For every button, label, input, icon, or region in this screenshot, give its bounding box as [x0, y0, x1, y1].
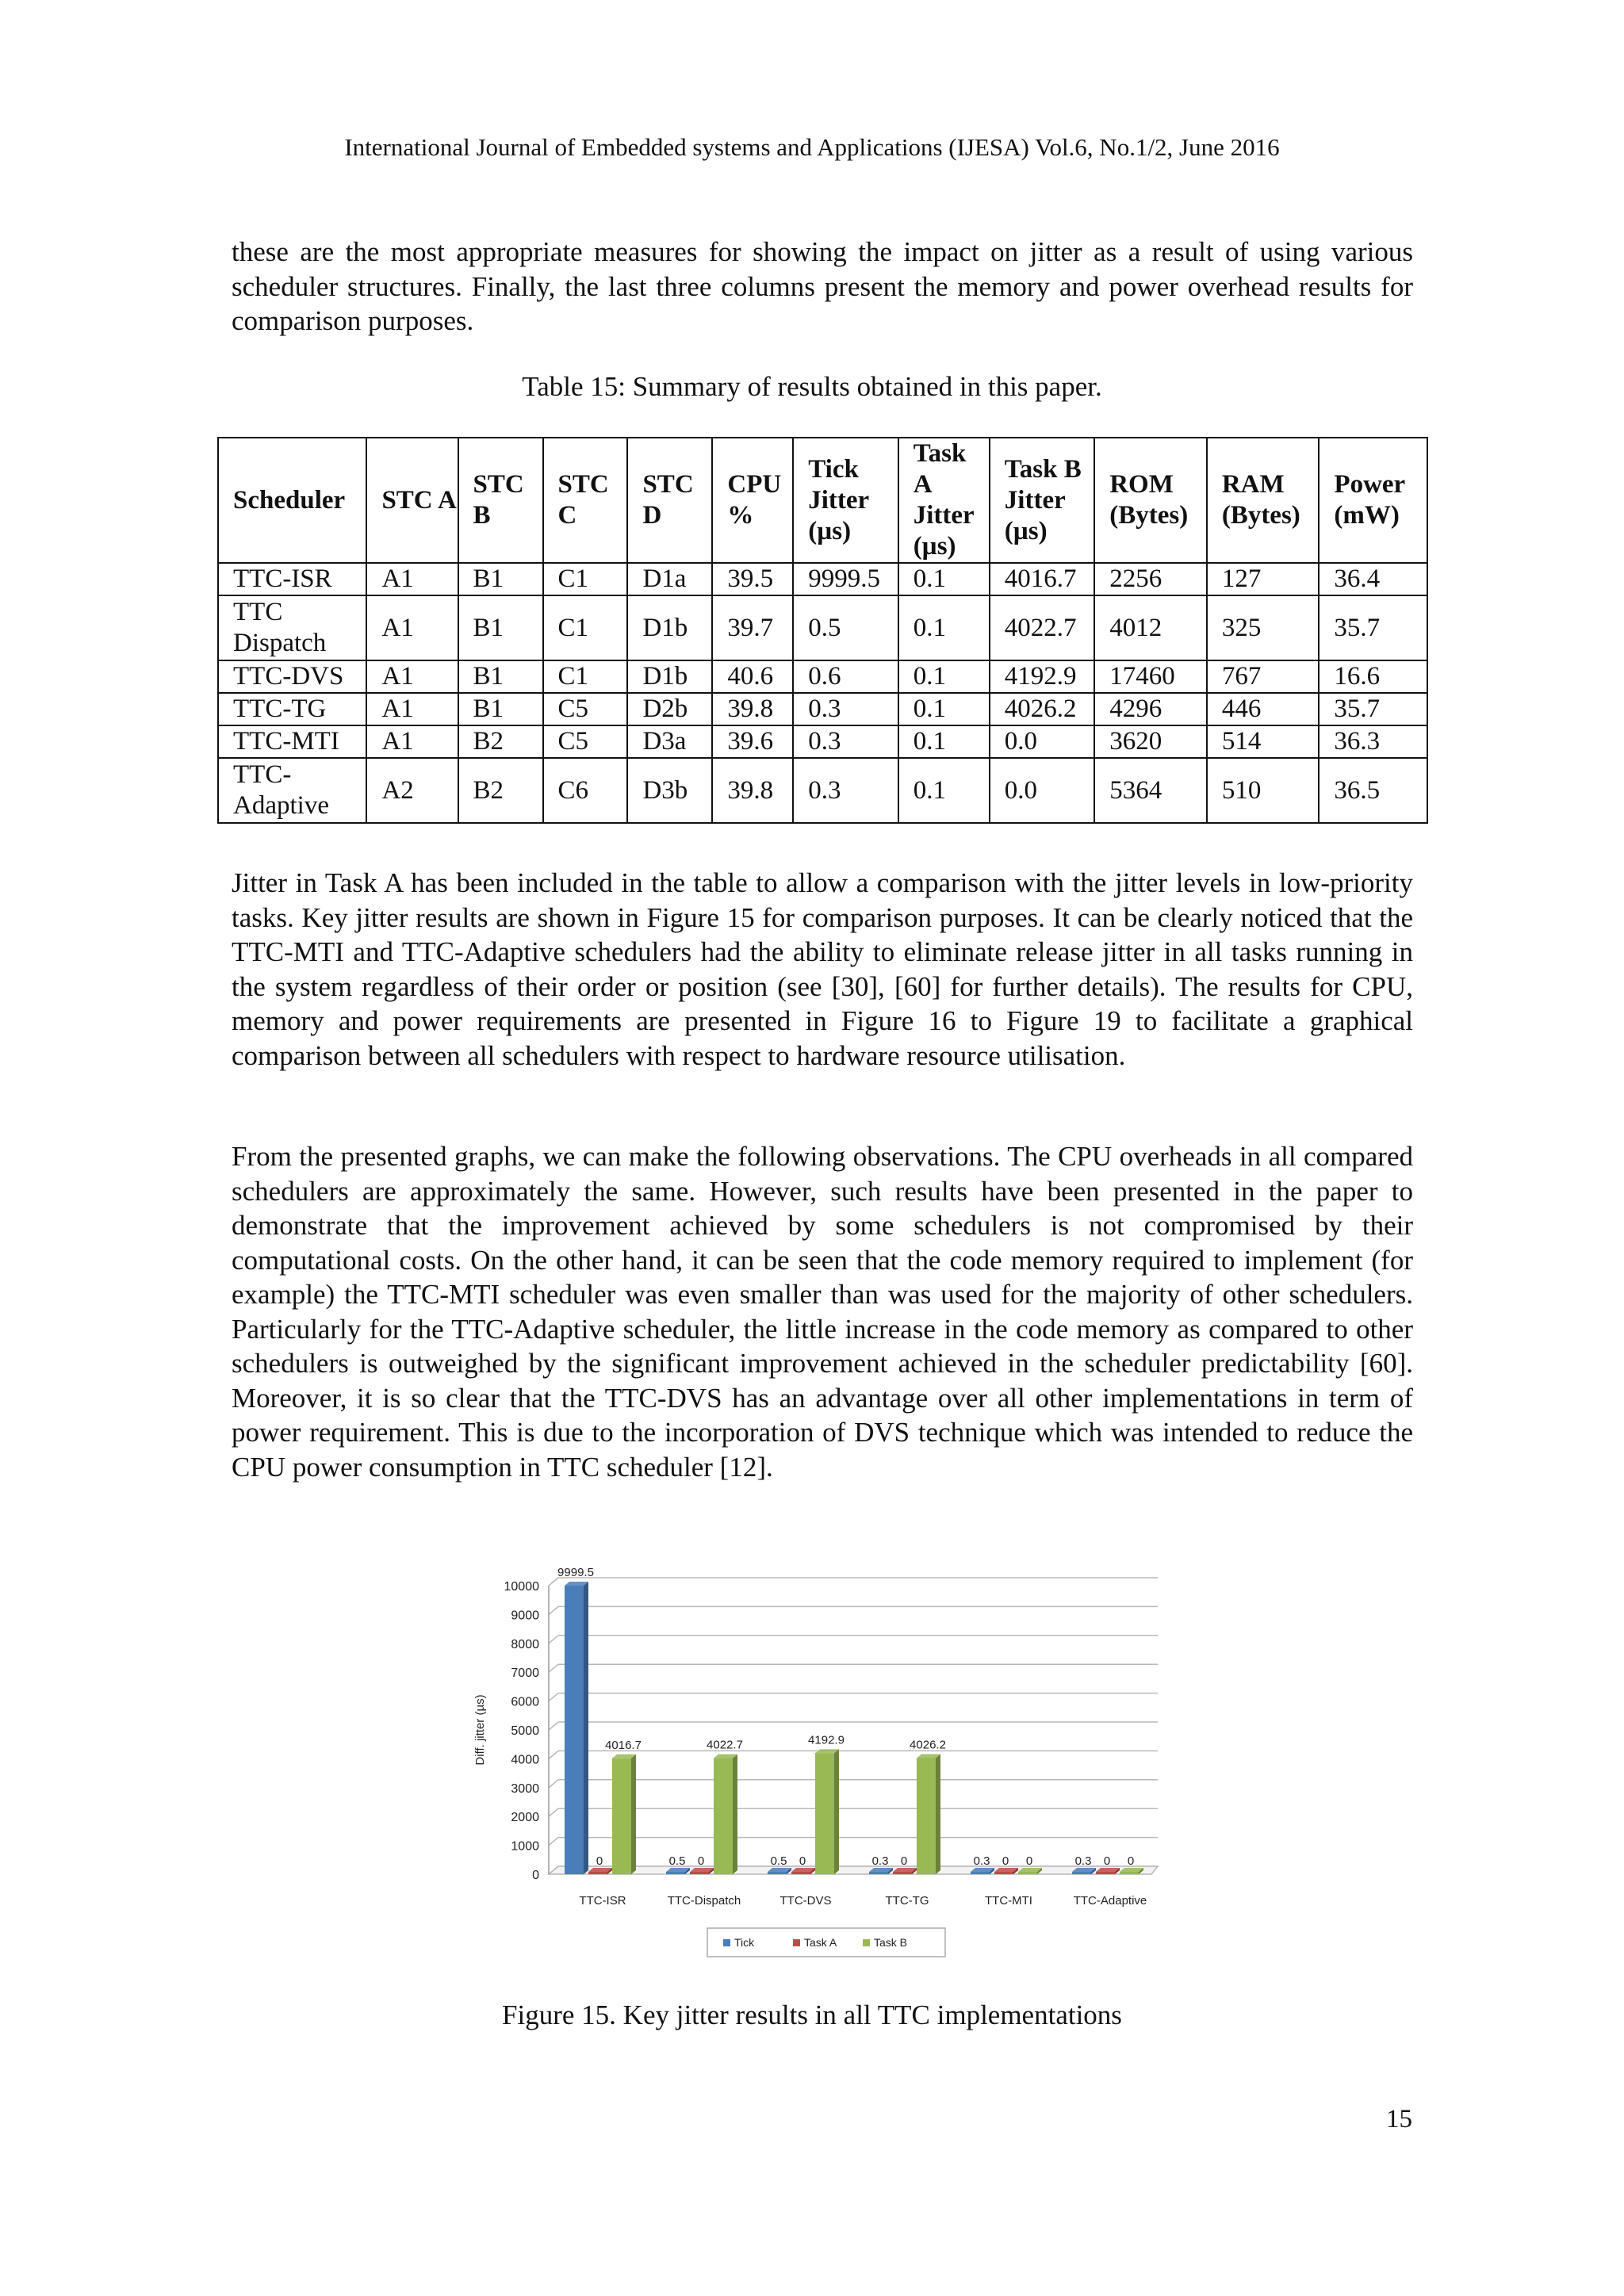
- header-cell: STC C: [543, 438, 628, 563]
- table-row: [218, 563, 1427, 595]
- header-cell: ROM (Bytes): [1094, 438, 1207, 563]
- legend-label: Tick: [734, 1936, 755, 1949]
- header-cell: Task A Jitter (µs): [898, 438, 990, 563]
- data-label: 0.3: [871, 1854, 889, 1868]
- data-label: 0: [1127, 1854, 1135, 1868]
- legend-swatch: [723, 1939, 730, 1946]
- x-tick-label: TTC-DVS: [779, 1894, 832, 1908]
- paragraph-observations: From the presented graphs, we can make the following observations. The CPU overheads in all compared schedulers are approximately the same. However, such results have been presented in the paper to demonstrate that the improvement achieved by some schedulers is not compromised by their computational costs. On the other hand, it can be seen that the code memory required to implement (for example) the TTC-MTI scheduler was even smaller than was used for the majority of other schedulers. Particularly for the TTC-Adaptive scheduler, the little increase in the code memory as compared to other schedulers is outweighed by the significant improvement achieved in the scheduler predictability [60]. Moreover, it is so clear that the TTC-DVS has an advantage over all other implementations in term of power requirement. This is due to the incorporation of DVS technique which was intended to reduce the CPU power consumption in TTC scheduler [12].: [232, 1141, 1413, 1483]
- table-cell: 0.0: [990, 725, 1094, 758]
- table-row: [218, 725, 1427, 758]
- y-tick-label: 7000: [511, 1667, 539, 1681]
- table-cell: 35.7: [1319, 595, 1427, 660]
- table-cell: 5364: [1094, 758, 1207, 823]
- y-tick-label: 0: [532, 1869, 539, 1882]
- table-cell: TTC-MTI: [218, 725, 366, 758]
- table-cell: A2: [366, 758, 458, 823]
- bar: [768, 1872, 787, 1874]
- bar: [612, 1758, 631, 1874]
- header-cell: Power (mW): [1319, 438, 1427, 563]
- running-head: International Journal of Embedded systems and Applications (IJESA) Vol.6, No.1/2, June 2016: [344, 133, 1280, 161]
- table-cell: 4192.9: [990, 660, 1094, 693]
- table-cell: TTC Dispatch: [218, 595, 366, 660]
- table-cell: 0.1: [898, 693, 990, 725]
- legend-swatch: [793, 1939, 800, 1946]
- table-cell: 0.3: [793, 693, 898, 725]
- table-cell: C1: [543, 595, 628, 660]
- gridline-depth: [549, 1751, 558, 1758]
- data-label: 0.5: [770, 1854, 787, 1868]
- paragraph-jitter: Jitter in Task A has been included in the table to allow a comparison with the jitter levels in low-priority tasks. Key jitter results are shown in Figure 15 for comparison purposes. It can be clearly noticed that the TTC-MTI and TTC-Adaptive schedulers had the ability to eliminate release jitter in all tasks running in the system regardless of their order or position (see [30], [60] for further details). The results for CPU, memory and power requirements are presented in Figure 16 to Figure 19 to facilitate a graphical comparison between all schedulers with respect to hardware resource utilisation.: [232, 867, 1413, 1071]
- gridline-depth: [549, 1838, 558, 1846]
- table-cell: B1: [458, 693, 543, 725]
- data-label: 0: [697, 1854, 705, 1868]
- y-tick-label: 8000: [511, 1637, 539, 1651]
- y-tick-label: 10000: [504, 1580, 539, 1594]
- header-cell: STC D: [627, 438, 712, 563]
- legend-label: Task A: [804, 1936, 837, 1949]
- table-cell: 127: [1207, 563, 1320, 595]
- table-cell: 36.5: [1319, 758, 1427, 823]
- table-row: [218, 758, 1427, 823]
- table-cell: 39.8: [712, 758, 793, 823]
- gridline-depth: [549, 1664, 558, 1672]
- table-cell: 36.4: [1319, 563, 1427, 595]
- y-tick-label: 3000: [511, 1781, 539, 1796]
- table-cell: 39.5: [712, 563, 793, 595]
- x-tick-label: TTC-ISR: [579, 1894, 626, 1908]
- table-cell: B1: [458, 595, 543, 660]
- data-label: 0: [1103, 1854, 1111, 1868]
- bar: [869, 1872, 888, 1874]
- table-cell: 4022.7: [990, 595, 1094, 660]
- bar: [588, 1872, 607, 1874]
- bar: [971, 1872, 990, 1874]
- table-cell: 0.1: [898, 563, 990, 595]
- gridline-depth: [549, 1808, 558, 1816]
- table-cell: 4016.7: [990, 563, 1094, 595]
- table-cell: D1b: [627, 595, 712, 660]
- table-cell: 0.5: [793, 595, 898, 660]
- table-cell: 39.7: [712, 595, 793, 660]
- table-cell: TTC-TG: [218, 693, 366, 725]
- x-tick-label: TTC-MTI: [985, 1894, 1032, 1908]
- table-cell: 0.1: [898, 725, 990, 758]
- x-tick-label: TTC-Dispatch: [667, 1894, 741, 1908]
- bar: [1120, 1872, 1139, 1874]
- gridline-depth: [549, 1693, 558, 1701]
- table-cell: 16.6: [1319, 660, 1427, 693]
- table-cell: TTC-ISR: [218, 563, 366, 595]
- table-cell: D1a: [627, 563, 712, 595]
- table-cell: 40.6: [712, 660, 793, 693]
- table-cell: TTC-DVS: [218, 660, 366, 693]
- table-cell: D1b: [627, 660, 712, 693]
- legend-label: Task B: [874, 1936, 908, 1949]
- page-number: 15: [1386, 2105, 1412, 2133]
- table-cell: 2256: [1094, 563, 1207, 595]
- table-cell: 0.1: [898, 595, 990, 660]
- table-cell: 0.0: [990, 758, 1094, 823]
- data-label: 0: [900, 1854, 908, 1868]
- table-cell: 17460: [1094, 660, 1207, 693]
- bar-side: [733, 1755, 737, 1874]
- table-row: [218, 693, 1427, 725]
- table-cell: B2: [458, 725, 543, 758]
- table-cell: B1: [458, 563, 543, 595]
- table-cell: 35.7: [1319, 693, 1427, 725]
- table-cell: 0.1: [898, 660, 990, 693]
- table-cell: C5: [543, 725, 628, 758]
- table-cell: C1: [543, 563, 628, 595]
- table-cell: 3620: [1094, 725, 1207, 758]
- y-tick-label: 9000: [511, 1609, 539, 1623]
- data-label: 4016.7: [605, 1738, 642, 1752]
- jitter-bar-chart: [469, 1562, 1183, 1974]
- bar: [1018, 1872, 1037, 1874]
- y-axis-label: Diff. jitter (µs): [473, 1694, 487, 1766]
- bar: [815, 1753, 834, 1874]
- table-cell: 39.6: [712, 725, 793, 758]
- table-cell: A1: [366, 595, 458, 660]
- gridline-depth: [549, 1780, 558, 1788]
- table-cell: 446: [1207, 693, 1320, 725]
- bar-side: [631, 1755, 636, 1874]
- table-cell: 4026.2: [990, 693, 1094, 725]
- bar: [690, 1872, 709, 1874]
- bar: [893, 1872, 912, 1874]
- table-cell: A1: [366, 660, 458, 693]
- table-cell: 510: [1207, 758, 1320, 823]
- bar: [791, 1872, 810, 1874]
- table-cell: A1: [366, 563, 458, 595]
- table-cell: 36.3: [1319, 725, 1427, 758]
- y-tick-label: 1000: [511, 1839, 539, 1854]
- bar: [994, 1872, 1013, 1874]
- table-cell: 9999.5: [793, 563, 898, 595]
- data-label: 0: [1025, 1854, 1033, 1868]
- data-label: 4192.9: [808, 1733, 845, 1747]
- gridline-depth: [549, 1722, 558, 1730]
- legend-swatch: [863, 1939, 870, 1946]
- data-label: 0.5: [668, 1854, 686, 1868]
- y-tick-label: 2000: [511, 1811, 539, 1825]
- table-cell: 767: [1207, 660, 1320, 693]
- data-label: 0: [799, 1854, 806, 1868]
- table-row: [218, 660, 1427, 693]
- bar: [917, 1758, 936, 1874]
- gridline-depth: [549, 1606, 558, 1614]
- x-tick-label: TTC-Adaptive: [1073, 1894, 1147, 1908]
- table-cell: 4296: [1094, 693, 1207, 725]
- x-tick-label: TTC-TG: [885, 1894, 929, 1908]
- bar-side: [584, 1582, 588, 1874]
- table-cell: 0.3: [793, 758, 898, 823]
- table-cell: A1: [366, 725, 458, 758]
- header-cell: Tick Jitter (µs): [793, 438, 898, 563]
- bar: [565, 1586, 584, 1874]
- table-cell: 39.8: [712, 693, 793, 725]
- data-label: 9999.5: [557, 1566, 594, 1580]
- table-cell: C1: [543, 660, 628, 693]
- table-cell: 4012: [1094, 595, 1207, 660]
- table-cell: A1: [366, 693, 458, 725]
- header-cell: Scheduler: [218, 438, 366, 563]
- table-caption: Table 15: Summary of results obtained in this paper.: [522, 371, 1102, 402]
- results-table: [217, 437, 1428, 824]
- bar: [714, 1758, 733, 1874]
- y-tick-label: 5000: [511, 1724, 539, 1738]
- bar-side: [936, 1754, 940, 1874]
- bar: [666, 1872, 685, 1874]
- data-label: 0.3: [1074, 1854, 1092, 1868]
- table-cell: C5: [543, 693, 628, 725]
- chart-floor: [549, 1866, 1158, 1874]
- table-cell: 0.1: [898, 758, 990, 823]
- y-tick-label: 6000: [511, 1695, 539, 1709]
- data-label: 0.3: [973, 1854, 990, 1868]
- intro-paragraph: these are the most appropriate measures for showing the impact on jitter as a result of using various scheduler structures. Finally, the last three columns present the memory and power overhead results for comparison purposes.: [232, 236, 1413, 336]
- bar-side: [834, 1749, 839, 1874]
- header-cell: Task B Jitter (µs): [990, 438, 1094, 563]
- gridline-depth: [549, 1636, 558, 1644]
- y-tick-label: 4000: [511, 1753, 539, 1767]
- table-cell: C6: [543, 758, 628, 823]
- data-label: 0: [596, 1854, 603, 1868]
- table-row: [218, 595, 1427, 660]
- figure-caption: Figure 15. Key jitter results in all TTC implementations: [502, 1999, 1122, 2030]
- table-cell: B2: [458, 758, 543, 823]
- table-header-row: [218, 438, 1427, 563]
- data-label: 4022.7: [707, 1738, 743, 1752]
- table-cell: TTC-Adaptive: [218, 758, 366, 823]
- bar: [1072, 1872, 1091, 1874]
- table-cell: B1: [458, 660, 543, 693]
- table-cell: 0.6: [793, 660, 898, 693]
- table-cell: D2b: [627, 693, 712, 725]
- data-label: 4026.2: [910, 1738, 946, 1752]
- header-cell: STC A: [366, 438, 458, 563]
- header-cell: STC B: [458, 438, 543, 563]
- table-cell: 0.3: [793, 725, 898, 758]
- data-label: 0: [1002, 1854, 1009, 1868]
- header-cell: CPU %: [712, 438, 793, 563]
- table-cell: D3b: [627, 758, 712, 823]
- header-cell: RAM (Bytes): [1207, 438, 1320, 563]
- bar: [1096, 1872, 1115, 1874]
- table-cell: 514: [1207, 725, 1320, 758]
- table-cell: D3a: [627, 725, 712, 758]
- table-cell: 325: [1207, 595, 1320, 660]
